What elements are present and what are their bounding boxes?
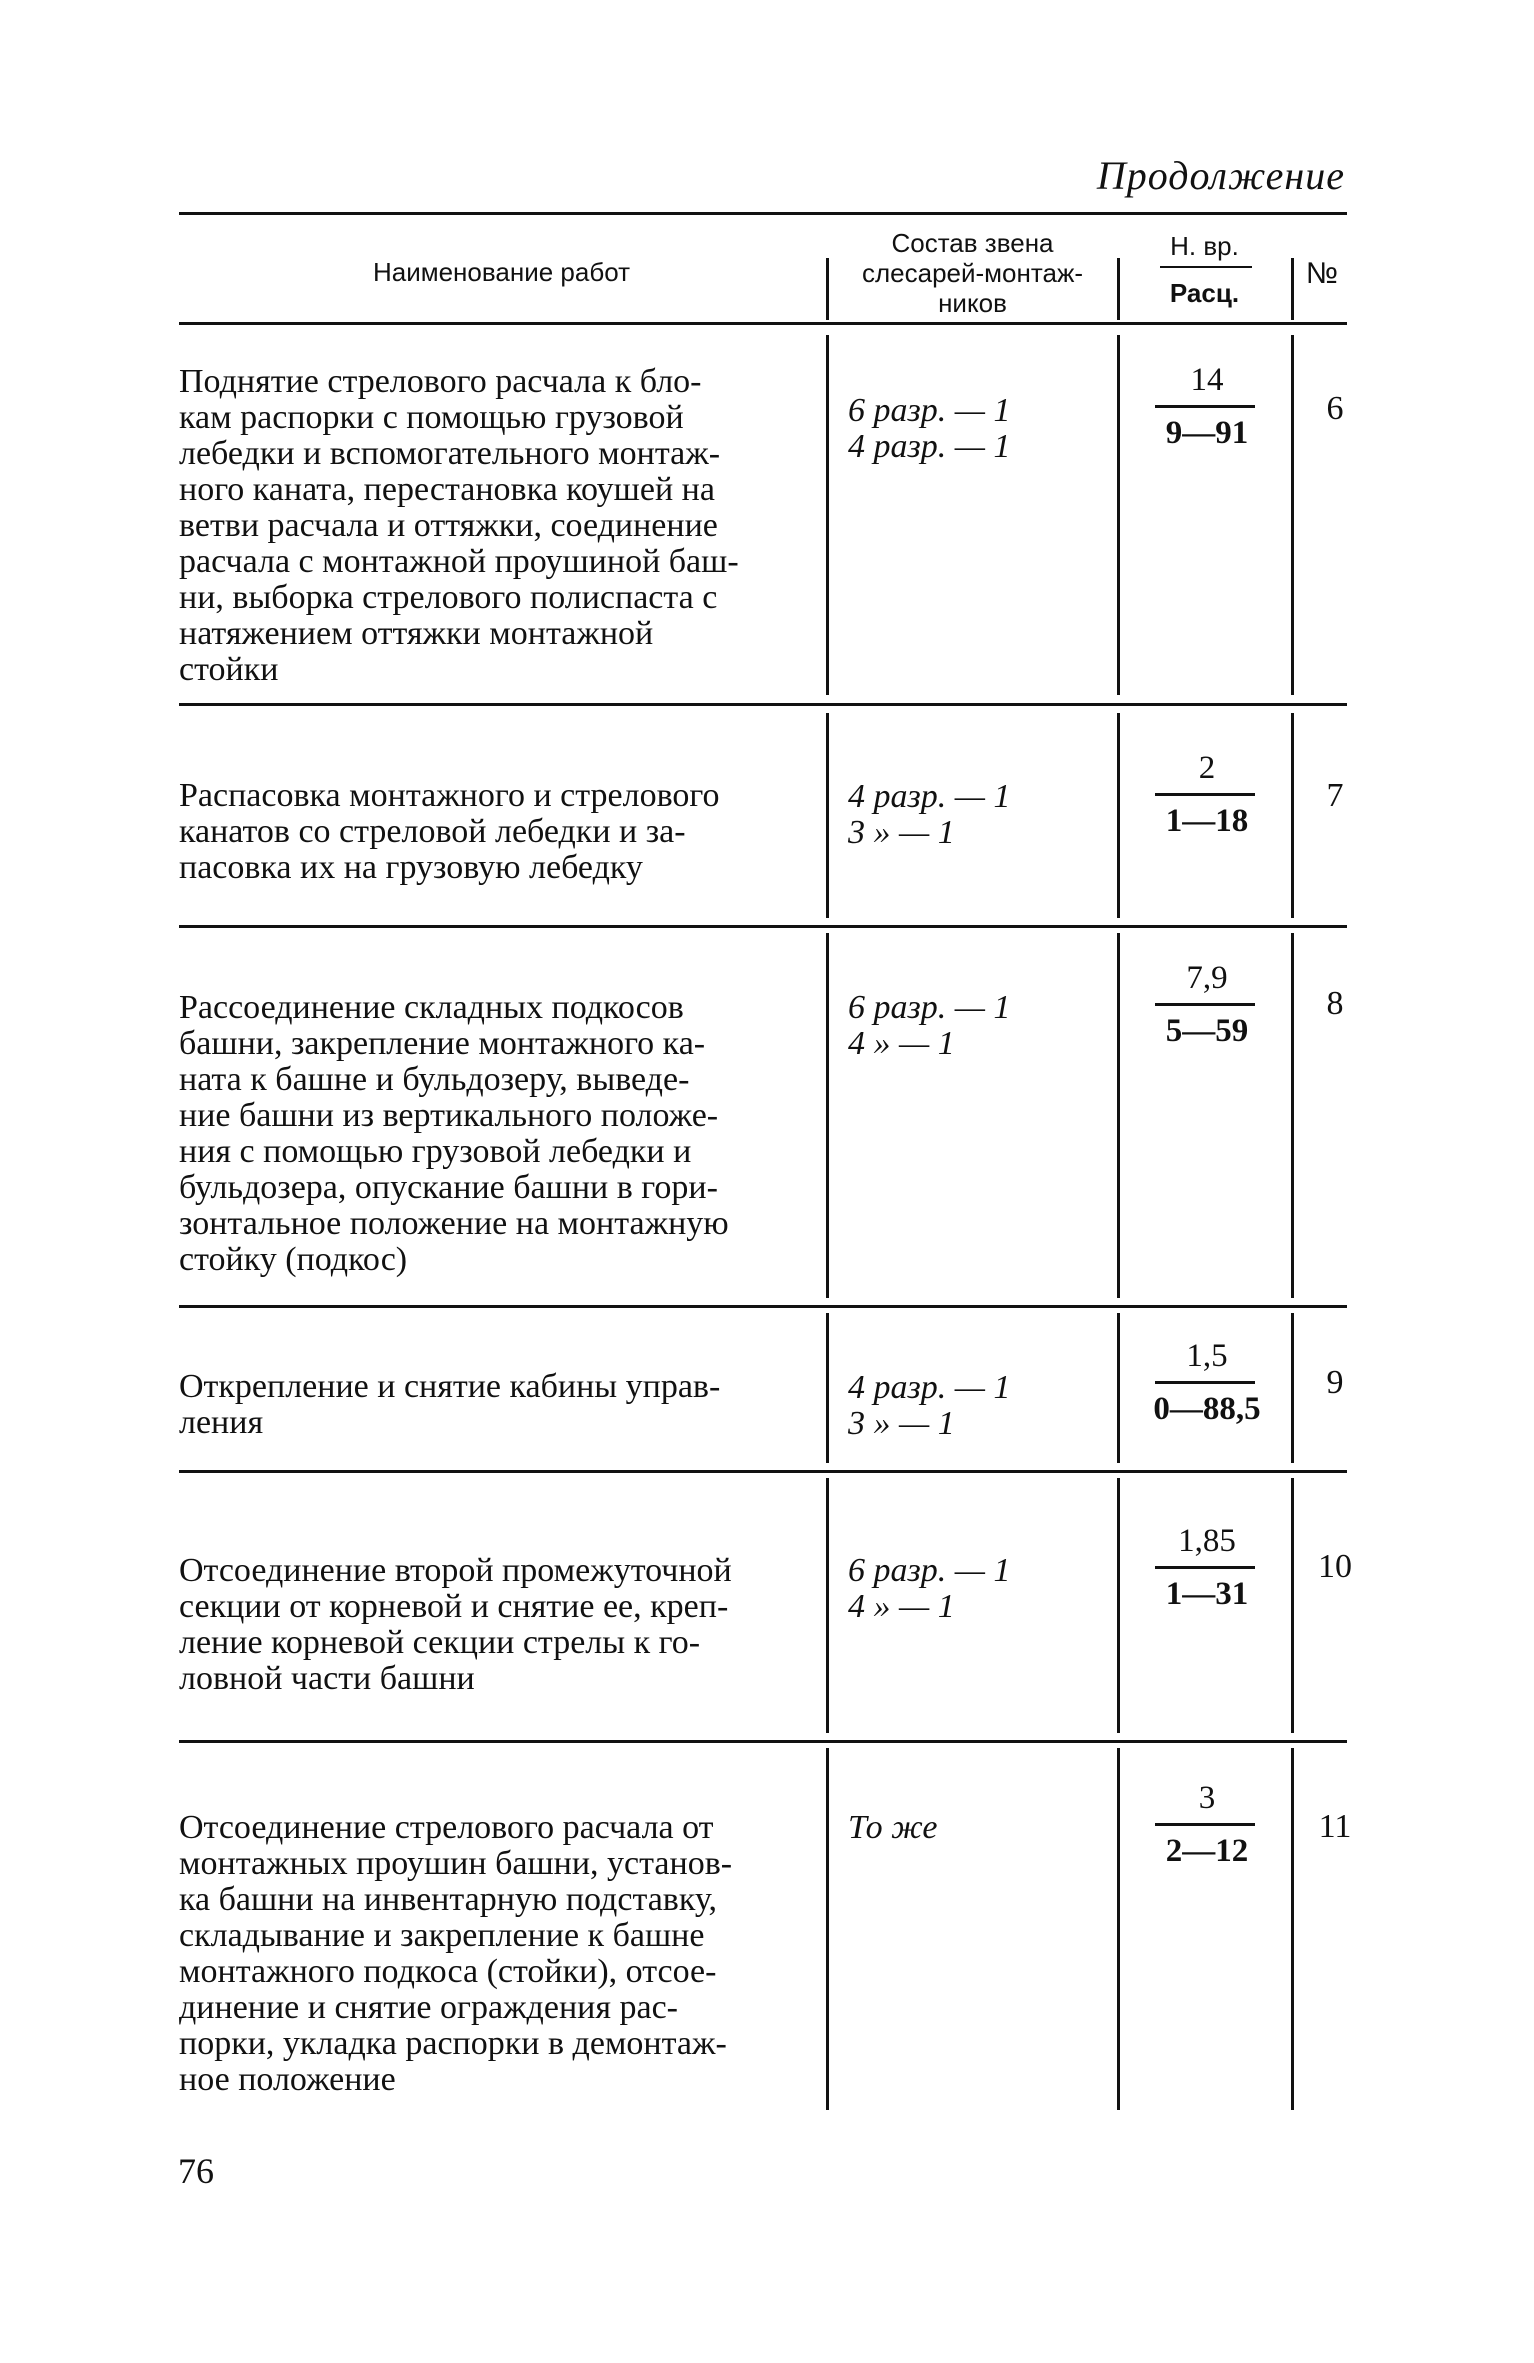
column-header-work: Наименование работ	[372, 257, 631, 287]
continued-label: Продолжение	[1096, 153, 1345, 198]
row-divider	[1291, 1478, 1294, 1733]
rate-value: 1—31	[1165, 1576, 1249, 1612]
crew-composition: То же	[848, 1809, 938, 1846]
work-description: Открепление и снятие кабины управ- ления	[179, 1368, 721, 1441]
row-divider	[1291, 335, 1294, 695]
fraction-rule	[1155, 793, 1255, 796]
header-bottom-rule	[179, 322, 1347, 325]
time-norm: 1,5	[1186, 1338, 1228, 1374]
fraction-rule	[1155, 405, 1255, 408]
row-separator	[179, 703, 1347, 706]
row-number: 10	[1318, 1548, 1352, 1585]
fraction-rule	[1155, 1566, 1255, 1569]
row-number: 6	[1326, 390, 1344, 427]
rate-value: 5—59	[1165, 1013, 1249, 1049]
row-divider	[826, 1313, 829, 1463]
row-divider	[1117, 1748, 1120, 2110]
fraction-rule	[1155, 1003, 1255, 1006]
page-number: 76	[178, 2151, 214, 2191]
row-divider	[826, 1478, 829, 1733]
column-header-norm: Н. вр.	[1170, 231, 1239, 261]
crew-composition: 6 разр. — 1 4 » — 1	[848, 989, 1011, 1062]
header-divider	[826, 258, 829, 320]
column-header-rate: Расц.	[1169, 278, 1240, 308]
work-description: Отсоединение стрелового расчала от монтажных проушин башни, установ- ка башни на инвентарную подставку, складывание и закрепление к башне монтажного подкоса (стойки), отсое- динение и снятие ограждения рас- порки, укладка распорки в демонтаж- ное положение	[179, 1809, 733, 2098]
header-divider	[1117, 258, 1120, 320]
row-divider	[826, 335, 829, 695]
row-divider	[1117, 335, 1120, 695]
row-divider	[1291, 1313, 1294, 1463]
row-separator	[179, 1740, 1347, 1743]
row-divider	[1291, 1748, 1294, 2110]
work-description: Отсоединение второй промежуточной секции от корневой и снятие ее, креп- ление корневой секции стрелы к го- ловной части башни	[179, 1552, 732, 1697]
time-norm: 14	[1190, 362, 1224, 398]
row-number: 7	[1326, 777, 1344, 814]
time-norm: 2	[1198, 750, 1216, 786]
time-norm: 7,9	[1186, 960, 1228, 996]
row-divider	[826, 933, 829, 1298]
column-header-crew: Состав звена слесарей-монтаж- ников	[861, 228, 1083, 318]
work-description: Поднятие стрелового расчала к бло- кам распорки с помощью грузовой лебедки и вспомогательного монтаж- ного каната, перестановка коушей на ветви расчала и оттяжки, соединение расчала с монтажной проушиной баш- ни, выборка стрелового полиспаста с натяжением оттяжки монтажной стойки	[179, 363, 739, 688]
crew-composition: 4 разр. — 1 3 » — 1	[848, 1369, 1011, 1442]
row-number: 8	[1326, 985, 1344, 1022]
header-fraction-rule	[1160, 266, 1252, 268]
column-header-number: №	[1305, 257, 1339, 290]
crew-composition: 4 разр. — 1 3 » — 1	[848, 778, 1011, 851]
time-norm: 1,85	[1178, 1523, 1236, 1559]
work-description: Распасовка монтажного и стрелового канатов со стреловой лебедки и за- пасовка их на грузовую лебедку	[179, 777, 720, 886]
header-divider	[1291, 258, 1294, 320]
row-divider	[826, 1748, 829, 2110]
row-number: 11	[1318, 1808, 1352, 1845]
row-divider	[1291, 713, 1294, 918]
crew-composition: 6 разр. — 1 4 разр. — 1	[848, 392, 1011, 465]
row-divider	[1117, 933, 1120, 1298]
fraction-rule	[1155, 1381, 1255, 1384]
fraction-rule	[1155, 1823, 1255, 1826]
rate-value: 0—88,5	[1153, 1391, 1261, 1427]
row-separator	[179, 1305, 1347, 1308]
work-description: Рассоединение складных подкосов башни, закрепление монтажного ка- ната к башне и бульдозеру, выведе- ние башни из вертикального положе- ния с помощью грузовой лебедки и бульдозера, опускание башни в гори- зонтальное положение на монтажную стойку (подкос)	[179, 989, 729, 1278]
time-norm: 3	[1198, 1780, 1216, 1816]
rate-value: 9—91	[1165, 415, 1249, 451]
rate-value: 2—12	[1165, 1833, 1249, 1869]
rate-value: 1—18	[1165, 803, 1249, 839]
row-divider	[826, 713, 829, 918]
row-number: 9	[1326, 1364, 1344, 1401]
row-separator	[179, 1470, 1347, 1473]
crew-composition: 6 разр. — 1 4 » — 1	[848, 1552, 1011, 1625]
header-top-rule	[179, 212, 1347, 215]
row-separator	[179, 925, 1347, 928]
row-divider	[1291, 933, 1294, 1298]
